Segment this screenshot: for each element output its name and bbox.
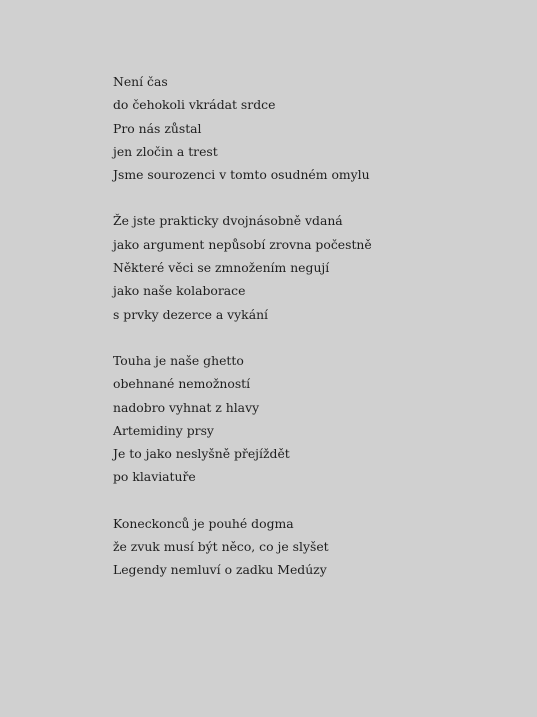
- poem-line: Artemidiny prsy: [113, 422, 214, 438]
- poem-line: po klaviatuře: [113, 469, 196, 485]
- poem-line: do čehokoli vkrádat srdce: [113, 97, 276, 113]
- stanza-2: [113, 209, 523, 325]
- poem-line: Pro nás zůstal: [113, 120, 202, 136]
- poem-line: jako naše kolaborace: [113, 283, 246, 299]
- stanza-1: [113, 70, 523, 186]
- poem-line: jen zločin a trest: [113, 143, 218, 159]
- poem-line: Legendy nemluví o zadku Medúzy: [113, 562, 327, 578]
- poem-line: nadobro vyhnat z hlavy: [113, 399, 260, 415]
- poem-line: jako argument nepůsobí zrovna počestně: [113, 236, 372, 252]
- poem-line: Že jste prakticky dvojnásobně vdaná: [113, 213, 343, 229]
- stanza-4: [113, 512, 523, 582]
- poem-line: Je to jako neslyšně přejíždět: [113, 446, 290, 462]
- poem-line: že zvuk musí být něco, co je slyšet: [113, 539, 329, 555]
- poem-line: Není čas: [113, 74, 168, 89]
- poem-line: Touha je naše ghetto: [113, 352, 244, 368]
- poem-line: obehnané nemožností: [113, 376, 251, 392]
- poem-text: [113, 70, 523, 605]
- poem-line: Některé věci se zmnožením negují: [113, 260, 330, 276]
- poem-line: Koneckonců je pouhé dogma: [113, 515, 294, 531]
- stanza-3: [113, 349, 523, 489]
- poem-line: Jsme sourozenci v tomto osudném omylu: [113, 167, 370, 183]
- poem-line: s prvky dezerce a vykání: [113, 306, 269, 322]
